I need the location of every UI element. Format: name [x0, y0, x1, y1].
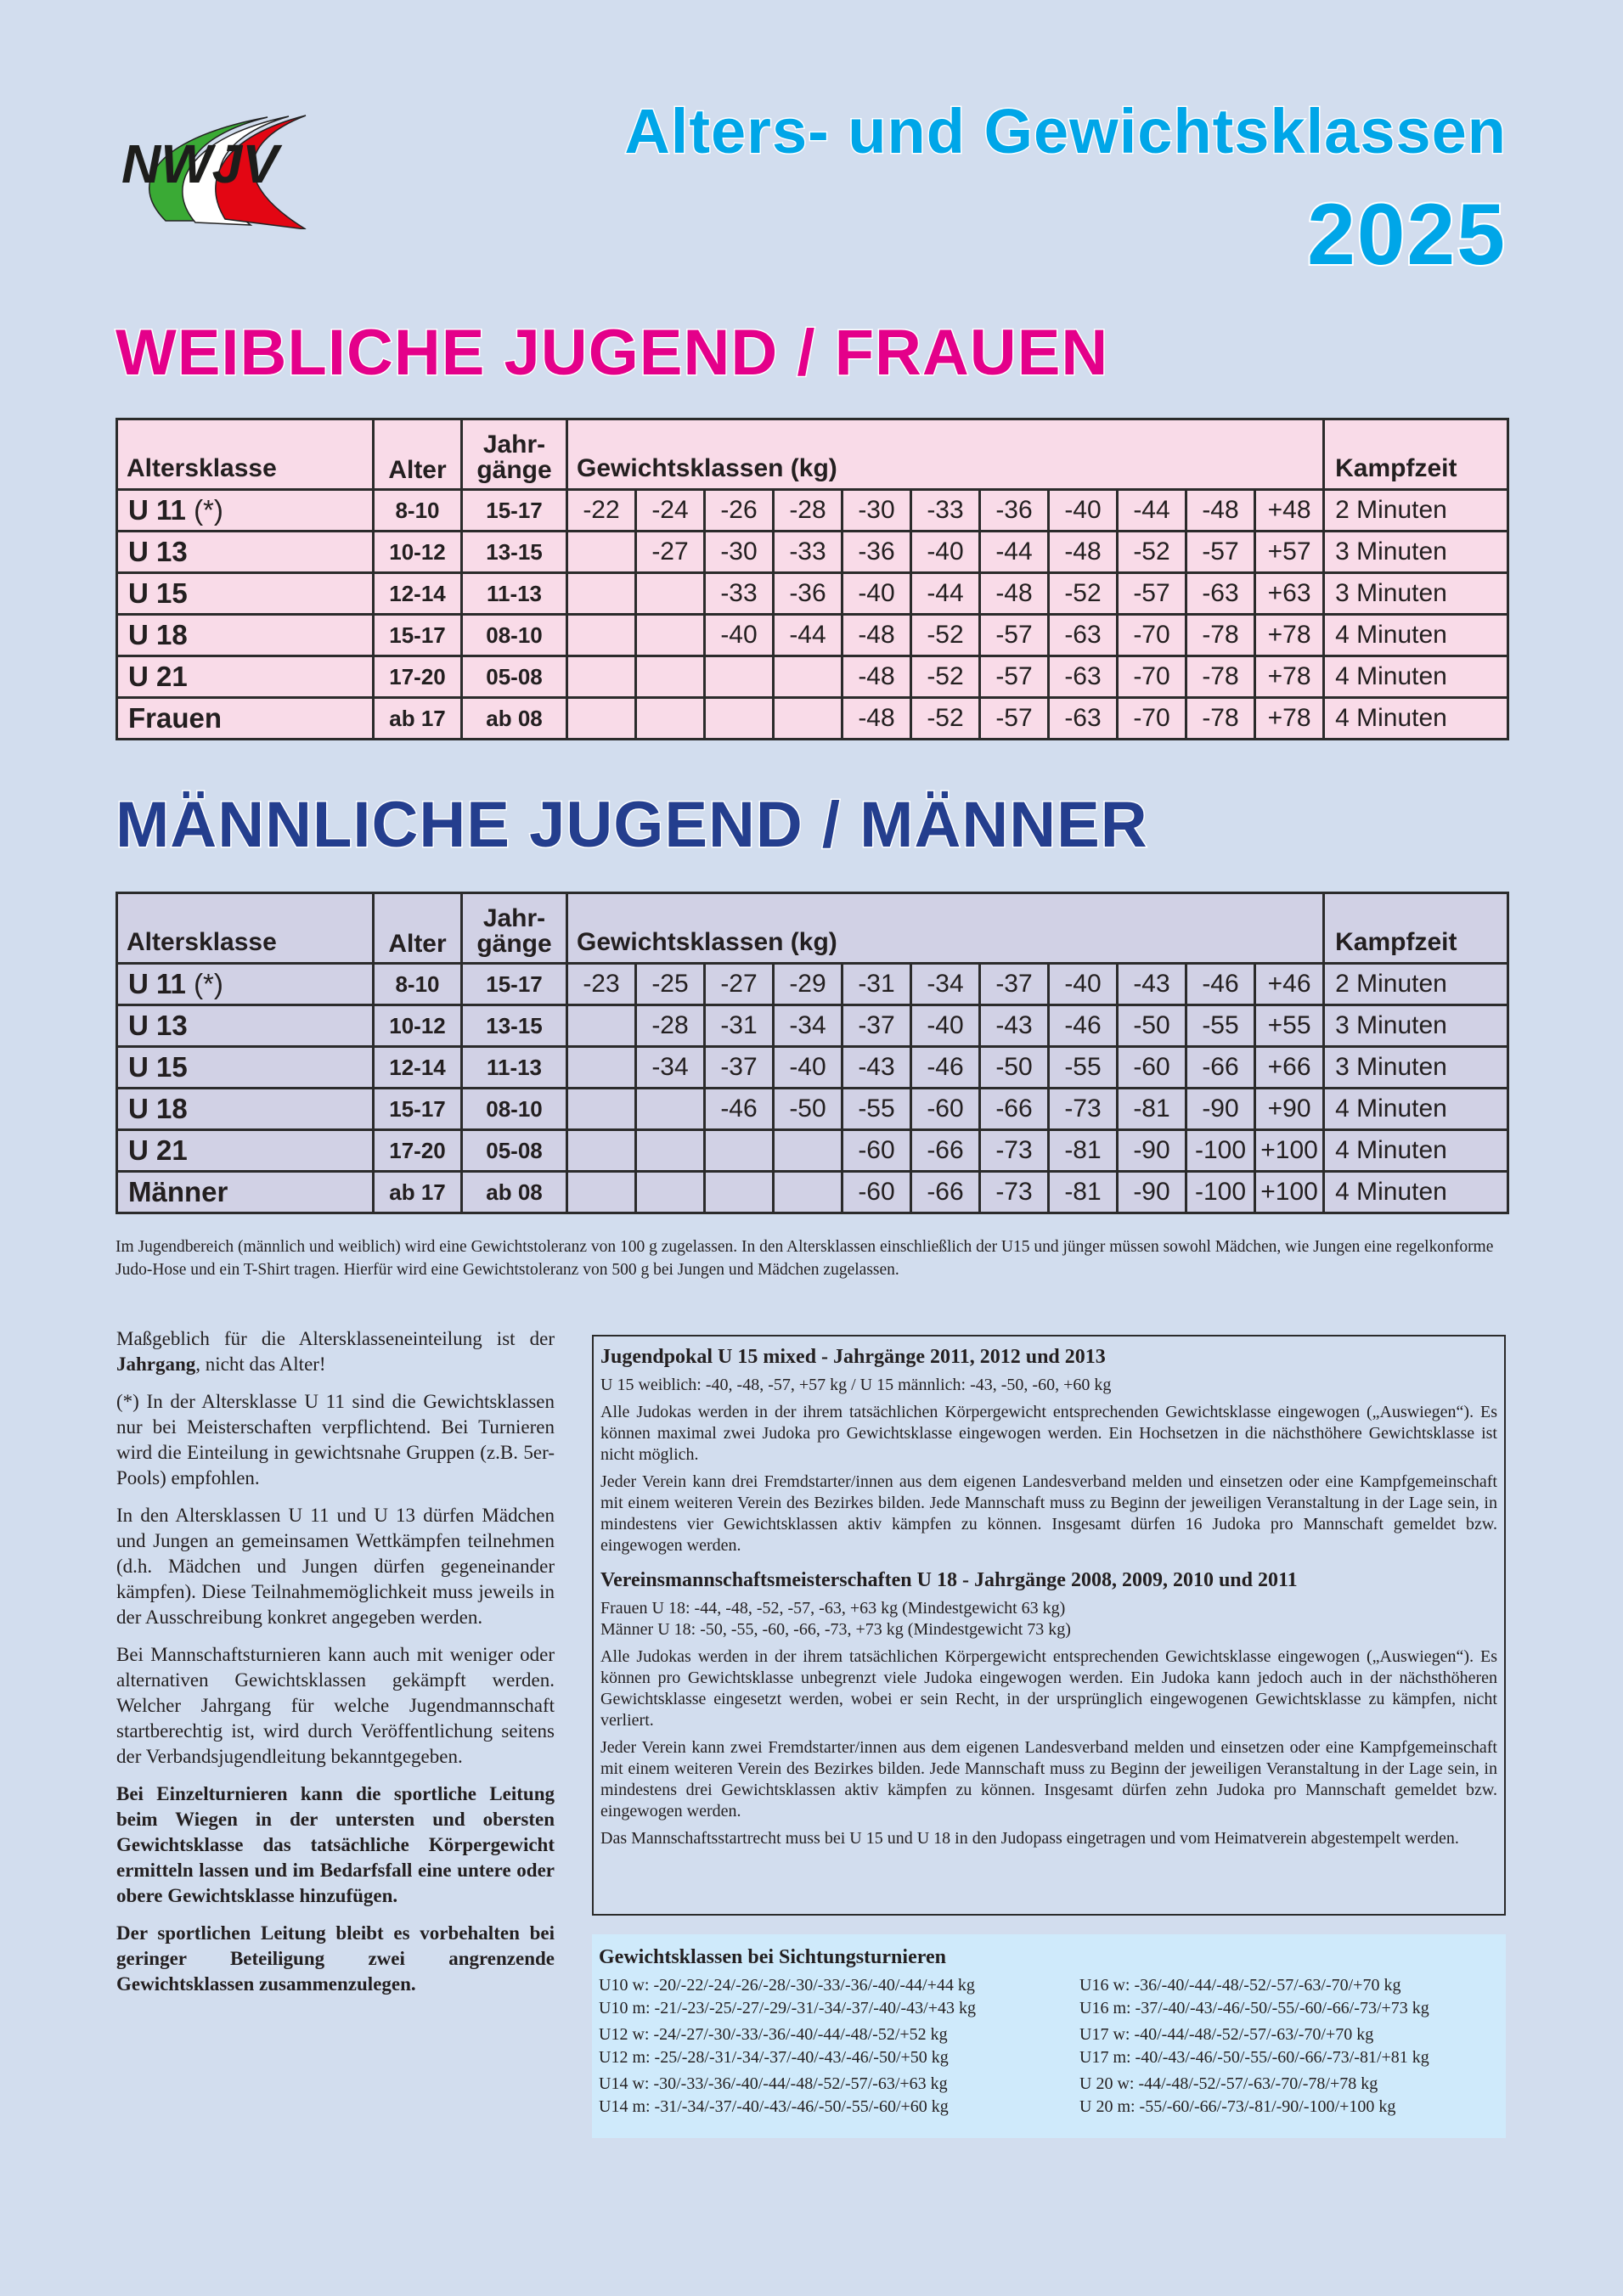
- table-row: [117, 573, 1508, 615]
- sichtung-weight-classes-box: [592, 1934, 1506, 2138]
- weight-cell: -48: [1049, 532, 1118, 573]
- weight-cell: -90: [1118, 1172, 1186, 1213]
- team-competitions-box: [592, 1335, 1506, 1916]
- alter-cell: 17-20: [374, 656, 462, 698]
- sichtung-line: U17 m: -40/-43/-46/-50/-55/-60/-66/-73/-81/+81 kg: [1079, 2048, 1429, 2067]
- sichtung-line: U12 w: -24/-27/-30/-33/-36/-40/-44/-48/-52/+52 kg: [599, 2025, 948, 2044]
- header-kampfzeit: Kampfzeit: [1324, 419, 1508, 490]
- header-jahrgaenge: Jahr- gänge: [462, 419, 567, 490]
- weight-cell: -36: [774, 573, 842, 615]
- vereinsmannschaft-title: Vereinsmannschaftsmeisterschaften U 18 - Jahrgänge 2008, 2009, 2010 und 2011: [600, 1569, 1298, 1591]
- kampfzeit-cell: 2 Minuten: [1324, 964, 1508, 1005]
- weight-cell: [774, 1172, 842, 1213]
- weight-cell: -50: [1118, 1005, 1186, 1047]
- weight-cell: -57: [1118, 573, 1186, 615]
- header-gewichtsklassen: Gewichtsklassen (kg): [567, 893, 1324, 964]
- weight-cell: -26: [705, 490, 774, 532]
- weight-cell: -24: [636, 490, 705, 532]
- weight-cell: -43: [980, 1005, 1049, 1047]
- team-tournament-note: Bei Mannschaftsturnieren kann auch mit weniger oder alternativen Gewichtsklassen gekämpft werden. Welcher Jahrgang für welche Jugendmannschaft startberechtig ist, wird durch Veröffentlichung seitens der Verbandsjugendleitung bekanntgegeben.: [116, 1644, 555, 1767]
- weight-cell: -40: [1049, 490, 1118, 532]
- svg-text:NWJV: NWJV: [121, 133, 279, 194]
- alter-cell: 8-10: [374, 490, 462, 532]
- weight-cell: -40: [774, 1047, 842, 1089]
- u11-footnote: (*) In der Altersklasse U 11 sind die Gewichtsklassen nur bei Meisterschaften verpflichtend. Bei Turnieren wird die Einteilung in gewichtsnahe Gruppen (z.B. 5er-Pools) empfohlen.: [116, 1391, 555, 1488]
- weight-cell: [567, 698, 636, 740]
- weight-cell: -48: [842, 656, 911, 698]
- weight-cell: -48: [842, 698, 911, 740]
- weight-cell: [567, 1089, 636, 1130]
- weight-cell: -66: [911, 1130, 980, 1172]
- women-weight-table: [116, 418, 1509, 740]
- jugendpokal-team-rules: Jeder Verein kann drei Fremdstarter/innen aus dem eigenen Landesverband melden und einsetzen oder eine Kampfgemeinschaft mit einem weiteren Verein des Bezirkes bilden. Jede Mannschaft muss zu Beginn der jeweiligen Veranstaltung in der Lage sein, in mindestens vier Gewichtsklassen aktiv kämpfen zu können. Insgesamt dürfen 16 Judoka pro Mannschaft gemeldet bzw. eingewogen werden.: [600, 1472, 1497, 1555]
- weight-cell: -52: [911, 698, 980, 740]
- altersklasse-cell: Männer: [117, 1172, 374, 1213]
- page-title: Alters- und Gewichtsklassen: [624, 96, 1507, 166]
- weight-cell: -52: [911, 615, 980, 656]
- weight-cell: -100: [1186, 1130, 1255, 1172]
- kampfzeit-cell: 3 Minuten: [1324, 573, 1508, 615]
- jahrgaenge-cell: 13-15: [462, 1005, 567, 1047]
- weight-cell: -48: [1186, 490, 1255, 532]
- weight-cell: +55: [1255, 1005, 1324, 1047]
- weight-cell: -37: [842, 1005, 911, 1047]
- weight-cell: -63: [1049, 615, 1118, 656]
- left-info-column: [116, 1326, 555, 2009]
- header-alter: Alter: [374, 893, 462, 964]
- kampfzeit-cell: 2 Minuten: [1324, 490, 1508, 532]
- weight-cell: -40: [911, 532, 980, 573]
- weight-cell: -46: [911, 1047, 980, 1089]
- kampfzeit-cell: 3 Minuten: [1324, 532, 1508, 573]
- kampfzeit-cell: 4 Minuten: [1324, 1130, 1508, 1172]
- sichtung-line: U17 w: -40/-44/-48/-52/-57/-63/-70/+70 kg: [1079, 2025, 1374, 2044]
- weight-cell: -66: [911, 1172, 980, 1213]
- weight-cell: [636, 698, 705, 740]
- weight-cell: -37: [705, 1047, 774, 1089]
- weight-cell: [567, 1047, 636, 1089]
- weight-cell: +78: [1255, 615, 1324, 656]
- alter-cell: ab 17: [374, 1172, 462, 1213]
- weight-cell: -50: [980, 1047, 1049, 1089]
- weight-cell: [774, 656, 842, 698]
- table-row: [117, 615, 1508, 656]
- weight-cell: -44: [980, 532, 1049, 573]
- header-altersklasse: Altersklasse: [117, 419, 374, 490]
- weight-cell: [705, 1172, 774, 1213]
- table-row: [117, 532, 1508, 573]
- weight-cell: -55: [842, 1089, 911, 1130]
- weight-cell: -52: [1118, 532, 1186, 573]
- table-row: [117, 1005, 1508, 1047]
- kampfzeit-cell: 4 Minuten: [1324, 698, 1508, 740]
- header-gewichtsklassen: Gewichtsklassen (kg): [567, 419, 1324, 490]
- sichtung-line: U14 m: -31/-34/-37/-40/-43/-46/-50/-55/-60/+60 kg: [599, 2097, 949, 2116]
- sichtung-line: U 20 w: -44/-48/-52/-57/-63/-70/-78/+78 kg: [1079, 2074, 1378, 2093]
- altersklasse-cell: U 11 (*): [117, 964, 374, 1005]
- weight-cell: [567, 615, 636, 656]
- weight-cell: -57: [980, 615, 1049, 656]
- table-row: [117, 698, 1508, 740]
- table-row: [117, 1089, 1508, 1130]
- altersklasse-cell: U 18: [117, 1089, 374, 1130]
- logo-swoosh-icon: [115, 102, 378, 229]
- weight-cell: [705, 656, 774, 698]
- weight-cell: [567, 1172, 636, 1213]
- header-kampfzeit: Kampfzeit: [1324, 893, 1508, 964]
- jahrgang-note: Maßgeblich für die Altersklasseneinteilung ist der Jahrgang, nicht das Alter!: [116, 1328, 555, 1375]
- jahrgaenge-cell: ab 08: [462, 698, 567, 740]
- weight-cell: +78: [1255, 656, 1324, 698]
- weight-cell: -66: [980, 1089, 1049, 1130]
- weight-cell: -27: [636, 532, 705, 573]
- weight-cell: -27: [705, 964, 774, 1005]
- weight-cell: -40: [911, 1005, 980, 1047]
- weight-cell: [636, 656, 705, 698]
- vereinsmannschaft-weights-men: Männer U 18: -50, -55, -60, -66, -73, +73 kg (Mindestgewicht 73 kg): [600, 1620, 1071, 1639]
- weight-cell: -22: [567, 490, 636, 532]
- vereinsmannschaft-weighin-rules: Alle Judokas werden in der ihrem tatsächlichen Körpergewicht entsprechenden Gewichtsklasse eingewogen („Auswiegen“). Es können pro Gewichtsklasse unbegrenzt viele Judoka eingewogen werden. Ein Judoka kann jedoch auch in der nächsthöheren Gewichtsklasse eingesetzt werden, wobei er sein Recht, in der ursprünglich eingewogenen Gewichtsklasse zu kämpfen, nicht verliert.: [600, 1647, 1497, 1730]
- header-jahrgaenge: Jahr- gänge: [462, 893, 567, 964]
- page-year: 2025: [1307, 186, 1507, 283]
- weight-cell: -73: [980, 1172, 1049, 1213]
- weight-cell: -81: [1049, 1130, 1118, 1172]
- alter-cell: 10-12: [374, 1005, 462, 1047]
- table-row: [117, 1130, 1508, 1172]
- jugendpokal-weights: U 15 weiblich: -40, -48, -57, +57 kg / U 15 männlich: -43, -50, -60, +60 kg: [600, 1376, 1112, 1394]
- weight-cell: -29: [774, 964, 842, 1005]
- alter-cell: 12-14: [374, 1047, 462, 1089]
- individual-tournament-note: Bei Einzelturnieren kann die sportliche Leitung beim Wiegen in der untersten und obersten Gewichtsklasse das tatsächliche Körpergewicht ermitteln lassen und im Bedarfsfall eine untere oder obere Gewichtsklasse hinzufügen.: [116, 1783, 555, 1906]
- alter-cell: 8-10: [374, 964, 462, 1005]
- weight-cell: +63: [1255, 573, 1324, 615]
- sichtung-left-column: [599, 1974, 1079, 2122]
- vereinsmannschaft-weights-women: Frauen U 18: -44, -48, -52, -57, -63, +63 kg (Mindestgewicht 63 kg): [600, 1599, 1066, 1618]
- weight-cell: -78: [1186, 615, 1255, 656]
- weight-cell: -43: [1118, 964, 1186, 1005]
- kampfzeit-cell: 4 Minuten: [1324, 1089, 1508, 1130]
- weight-cell: [636, 1172, 705, 1213]
- weight-cell: [567, 1130, 636, 1172]
- jahrgaenge-cell: 08-10: [462, 1089, 567, 1130]
- weight-cell: +100: [1255, 1172, 1324, 1213]
- weight-cell: -36: [842, 532, 911, 573]
- weight-cell: -48: [980, 573, 1049, 615]
- header-altersklasse: Altersklasse: [117, 893, 374, 964]
- altersklasse-cell: U 11 (*): [117, 490, 374, 532]
- jahrgaenge-cell: 05-08: [462, 1130, 567, 1172]
- jahrgaenge-cell: 11-13: [462, 1047, 567, 1089]
- weight-cell: -81: [1118, 1089, 1186, 1130]
- table-header-row: [117, 419, 1508, 490]
- weight-cell: [567, 532, 636, 573]
- alter-cell: 17-20: [374, 1130, 462, 1172]
- weight-cell: [567, 573, 636, 615]
- table-row: [117, 656, 1508, 698]
- sichtung-line: U16 m: -37/-40/-43/-46/-50/-55/-60/-66/-73/+73 kg: [1079, 1999, 1429, 2017]
- alter-cell: 15-17: [374, 1089, 462, 1130]
- weight-cell: -81: [1049, 1172, 1118, 1213]
- nwjv-logo: [115, 102, 378, 229]
- jahrgaenge-cell: 11-13: [462, 573, 567, 615]
- men-weight-table: [116, 892, 1509, 1214]
- weight-cell: -60: [842, 1172, 911, 1213]
- weight-cell: -90: [1186, 1089, 1255, 1130]
- kampfzeit-cell: 3 Minuten: [1324, 1005, 1508, 1047]
- weight-cell: +78: [1255, 698, 1324, 740]
- table-row: [117, 490, 1508, 532]
- weight-cell: -31: [705, 1005, 774, 1047]
- weight-cell: -66: [1186, 1047, 1255, 1089]
- altersklasse-cell: U 13: [117, 1005, 374, 1047]
- tolerance-note: Im Jugendbereich (männlich und weiblich) wird eine Gewichtstoleranz von 100 g zugelassen. In den Altersklassen einschließlich der U15 und jünger müssen sowohl Mädchen, wie Jungen eine regelkonforme Judo-Hose und ein T-Shirt tragen. Hierfür wird eine Gewichtstoleranz von 500 g bei Jungen und Mädchen zugelassen.: [116, 1238, 1494, 1279]
- table-row: [117, 1047, 1508, 1089]
- jugendpokal-weighin-rules: Alle Judokas werden in der ihrem tatsächlichen Körpergewicht entsprechenden Gewichtsklasse eingewogen („Auswiegen“). Es können maximal zwei Judoka pro Gewichtsklasse eingewogen werden. Ein Hochsetzen in die nächsthöhere Gewichtsklasse ist nicht möglich.: [600, 1403, 1497, 1464]
- weight-cell: -44: [1118, 490, 1186, 532]
- jahrgaenge-cell: 05-08: [462, 656, 567, 698]
- weight-cell: -34: [774, 1005, 842, 1047]
- weight-cell: -100: [1186, 1172, 1255, 1213]
- weight-cell: [636, 615, 705, 656]
- weight-cell: -55: [1186, 1005, 1255, 1047]
- kampfzeit-cell: 4 Minuten: [1324, 615, 1508, 656]
- startrecht-note: Das Mannschaftsstartrecht muss bei U 15 und U 18 in den Judopass eingetragen und vom Heimatverein abgestempelt werden.: [600, 1829, 1459, 1848]
- weight-cell: -34: [911, 964, 980, 1005]
- weight-cell: +100: [1255, 1130, 1324, 1172]
- weight-cell: -46: [1049, 1005, 1118, 1047]
- weight-cell: +48: [1255, 490, 1324, 532]
- weight-cell: -57: [980, 698, 1049, 740]
- weight-cell: [567, 656, 636, 698]
- altersklasse-cell: U 15: [117, 573, 374, 615]
- altersklasse-cell: U 21: [117, 1130, 374, 1172]
- weight-cell: -33: [911, 490, 980, 532]
- alter-cell: 12-14: [374, 573, 462, 615]
- weight-cell: -37: [980, 964, 1049, 1005]
- weight-cell: -78: [1186, 698, 1255, 740]
- weight-cell: -55: [1049, 1047, 1118, 1089]
- weight-cell: -78: [1186, 656, 1255, 698]
- weight-cell: [705, 1130, 774, 1172]
- altersklasse-cell: U 15: [117, 1047, 374, 1089]
- weight-cell: -52: [1049, 573, 1118, 615]
- weight-cell: -70: [1118, 615, 1186, 656]
- weight-cell: -33: [774, 532, 842, 573]
- sichtung-line: U10 m: -21/-23/-25/-27/-29/-31/-34/-37/-40/-43/+43 kg: [599, 1999, 977, 2017]
- altersklasse-cell: U 13: [117, 532, 374, 573]
- weight-cell: -46: [705, 1089, 774, 1130]
- sichtung-line: U16 w: -36/-40/-44/-48/-52/-57/-63/-70/+70 kg: [1079, 1976, 1401, 1995]
- table-row: [117, 1172, 1508, 1213]
- weight-cell: -28: [774, 490, 842, 532]
- weight-cell: +90: [1255, 1089, 1324, 1130]
- jahrgaenge-cell: 15-17: [462, 490, 567, 532]
- weight-cell: -70: [1118, 656, 1186, 698]
- jahrgaenge-cell: 13-15: [462, 532, 567, 573]
- weight-cell: -36: [980, 490, 1049, 532]
- weight-cell: -44: [774, 615, 842, 656]
- weight-cell: -44: [911, 573, 980, 615]
- men-section-title: MÄNNLICHE JUGEND / MÄNNER: [116, 789, 1148, 861]
- weight-cell: -73: [1049, 1089, 1118, 1130]
- weight-cell: -52: [911, 656, 980, 698]
- weight-cell: -43: [842, 1047, 911, 1089]
- altersklasse-cell: Frauen: [117, 698, 374, 740]
- weight-cell: -25: [636, 964, 705, 1005]
- altersklasse-cell: U 18: [117, 615, 374, 656]
- weight-cell: +57: [1255, 532, 1324, 573]
- sichtung-line: U12 m: -25/-28/-31/-34/-37/-40/-43/-46/-50/+50 kg: [599, 2048, 949, 2067]
- kampfzeit-cell: 4 Minuten: [1324, 1172, 1508, 1213]
- weight-cell: [567, 1005, 636, 1047]
- weight-cell: -30: [842, 490, 911, 532]
- weight-cell: -30: [705, 532, 774, 573]
- alter-cell: ab 17: [374, 698, 462, 740]
- weight-cell: -48: [842, 615, 911, 656]
- weight-cell: -63: [1049, 698, 1118, 740]
- merge-classes-note: Der sportlichen Leitung bleibt es vorbehalten bei geringer Beteiligung zwei angrenzende Gewichtsklassen zusammenzulegen.: [116, 1922, 555, 1995]
- weight-cell: [636, 573, 705, 615]
- weight-cell: -50: [774, 1089, 842, 1130]
- kampfzeit-cell: 3 Minuten: [1324, 1047, 1508, 1089]
- weight-cell: -57: [1186, 532, 1255, 573]
- weight-cell: [705, 698, 774, 740]
- jugendpokal-title: Jugendpokal U 15 mixed - Jahrgänge 2011, 2012 und 2013: [600, 1346, 1106, 1368]
- weight-cell: [774, 1130, 842, 1172]
- weight-cell: -73: [980, 1130, 1049, 1172]
- weight-cell: -40: [705, 615, 774, 656]
- weight-cell: +66: [1255, 1047, 1324, 1089]
- weight-cell: -60: [1118, 1047, 1186, 1089]
- jahrgaenge-cell: ab 08: [462, 1172, 567, 1213]
- weight-cell: -90: [1118, 1130, 1186, 1172]
- weight-cell: -63: [1049, 656, 1118, 698]
- table-row: [117, 964, 1508, 1005]
- jahrgaenge-cell: 08-10: [462, 615, 567, 656]
- weight-cell: +46: [1255, 964, 1324, 1005]
- weight-cell: -70: [1118, 698, 1186, 740]
- alter-cell: 15-17: [374, 615, 462, 656]
- mixed-note: In den Altersklassen U 11 und U 13 dürfen Mädchen und Jungen an gemeinsamen Wettkämpfen teilnehmen (d.h. Mädchen und Jungen dürfen gegeneinander kämpfen). Diese Teilnahmemöglichkeit muss jeweils in der Ausschreibung konkret angegeben werden.: [116, 1505, 555, 1628]
- sichtung-line: U 20 m: -55/-60/-66/-73/-81/-90/-100/+100 kg: [1079, 2097, 1396, 2116]
- weight-cell: -33: [705, 573, 774, 615]
- weight-cell: [636, 1130, 705, 1172]
- weight-cell: -60: [911, 1089, 980, 1130]
- weight-cell: [774, 698, 842, 740]
- weight-cell: -23: [567, 964, 636, 1005]
- altersklasse-cell: U 21: [117, 656, 374, 698]
- weight-cell: [636, 1089, 705, 1130]
- weight-cell: -40: [842, 573, 911, 615]
- table-header-row: [117, 893, 1508, 964]
- alter-cell: 10-12: [374, 532, 462, 573]
- weight-cell: -46: [1186, 964, 1255, 1005]
- sichtung-line: U14 w: -30/-33/-36/-40/-44/-48/-52/-57/-63/+63 kg: [599, 2074, 948, 2093]
- weight-cell: -60: [842, 1130, 911, 1172]
- women-section-title: WEIBLICHE JUGEND / FRAUEN: [116, 317, 1109, 389]
- sichtung-title: Gewichtsklassen bei Sichtungsturnieren: [599, 1946, 946, 1968]
- weight-cell: -34: [636, 1047, 705, 1089]
- sichtung-line: U10 w: -20/-22/-24/-26/-28/-30/-33/-36/-40/-44/+44 kg: [599, 1976, 975, 1995]
- jahrgaenge-cell: 15-17: [462, 964, 567, 1005]
- kampfzeit-cell: 4 Minuten: [1324, 656, 1508, 698]
- weight-cell: -31: [842, 964, 911, 1005]
- weight-cell: -40: [1049, 964, 1118, 1005]
- weight-cell: -57: [980, 656, 1049, 698]
- sichtung-right-column: [1079, 1974, 1429, 2122]
- weight-cell: -28: [636, 1005, 705, 1047]
- vereinsmannschaft-team-rules: Jeder Verein kann zwei Fremdstarter/innen aus dem eigenen Landesverband melden und einsetzen oder eine Kampfgemeinschaft mit einem weiteren Verein des Bezirkes bilden. Jede Mannschaft muss zu Beginn der jeweiligen Veranstaltung in der Lage sein, in mindestens drei Gewichtsklassen aktiv kämpfen zu können. Insgesamt dürfen zehn Judoka pro Mannschaft gemeldet bzw. eingewogen werden.: [600, 1738, 1497, 1820]
- header-alter: Alter: [374, 419, 462, 490]
- weight-cell: -63: [1186, 573, 1255, 615]
